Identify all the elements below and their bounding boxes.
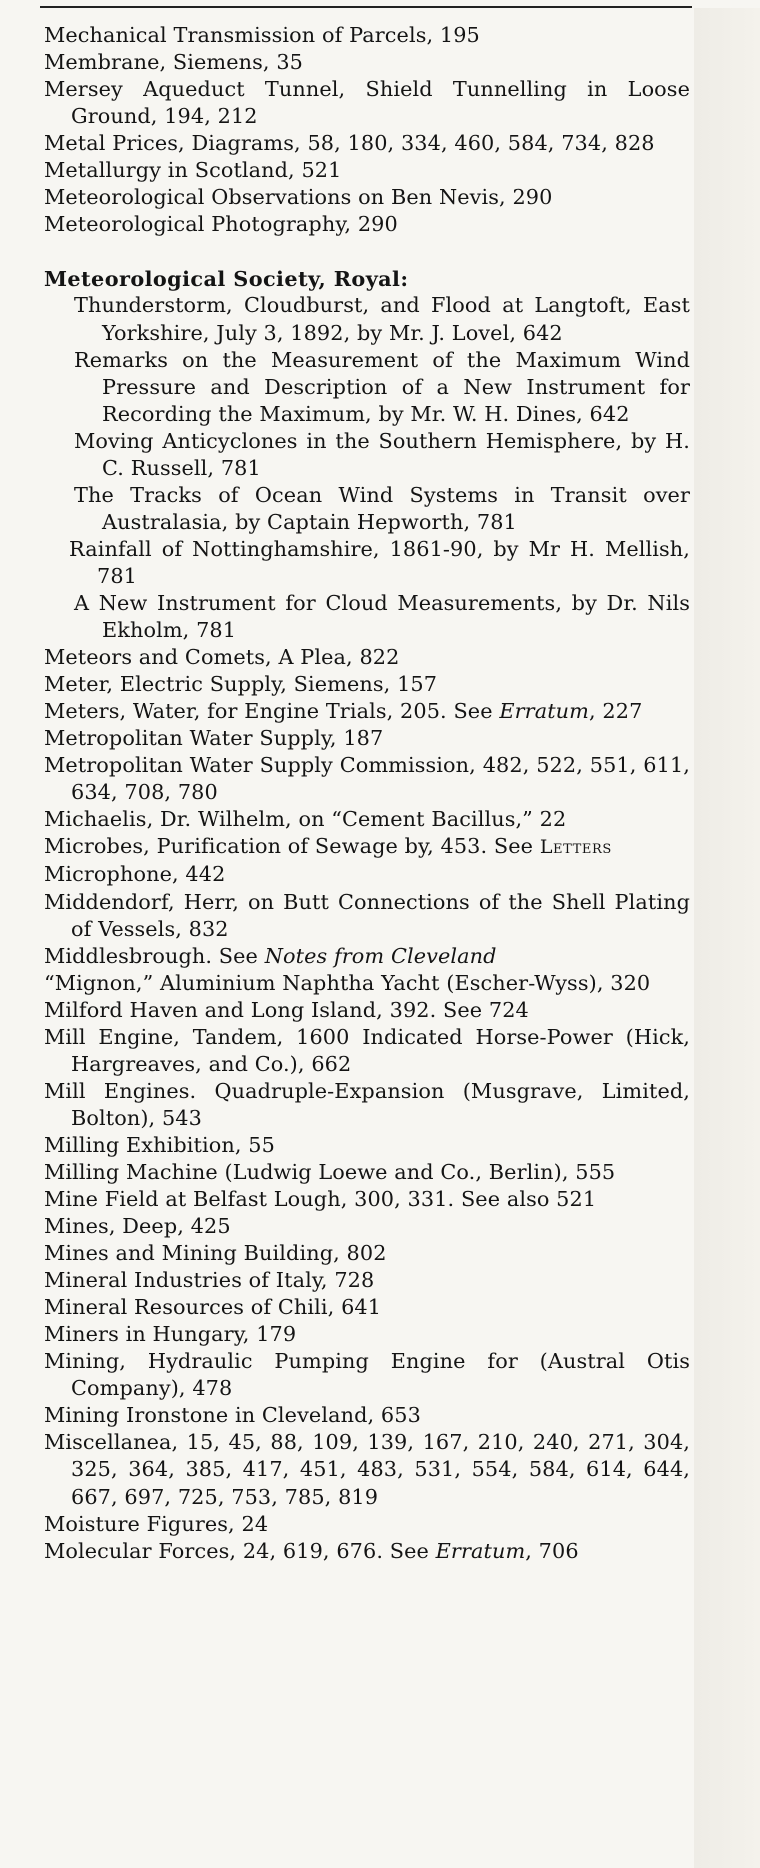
entry-text: Molecular Forces, 24, 619, 676. See (44, 1538, 436, 1563)
index-entry: Mine Field at Belfast Lough, 300, 331. See also 521 (44, 1187, 597, 1212)
index-entry: Mill Engine, Tandem, 1600 Indicated Horse-Power (Hick, Hargreaves, and Co.), 662 (44, 1024, 690, 1076)
society-sub-entry: Thunderstorm, Cloudburst, and Flood at Langtoft, East Yorkshire, July 3, 1892, by Mr. J. Lovel, 642 (74, 293, 690, 345)
cross-reference: Notes from Cleveland (264, 943, 497, 968)
top-rule (40, 6, 692, 8)
index-entry (44, 833, 690, 861)
index-entry: Metropolitan Water Supply, 187 (44, 726, 384, 751)
society-sub-entry: Moving Anticyclones in the Southern Hemisphere, by H. C. Russell, 781 (74, 428, 690, 480)
index-entry: Middendorf, Herr, on Butt Connections of the Shell Plating of Vessels, 832 (44, 889, 690, 941)
adjacent-column-bleed (694, 8, 760, 1868)
index-entry: Moisture Figures, 24 (44, 1511, 269, 1536)
section-gap (44, 238, 690, 265)
index-entry (44, 698, 690, 725)
index-entry: Milford Haven and Long Island, 392. See 724 (44, 997, 529, 1022)
index-entry: Mining, Hydraulic Pumping Engine for (Austral Otis Company), 478 (44, 1349, 690, 1401)
index-entry: Mersey Aqueduct Tunnel, Shield Tunnelling in Loose Ground, 194, 212 (44, 77, 690, 129)
index-entry: Mining Ironstone in Cleveland, 653 (44, 1403, 421, 1428)
entry-text: Microbes, Purification of Sewage by, 453. See (44, 834, 540, 859)
cross-reference: Erratum (499, 699, 589, 724)
index-entry: Mines and Mining Building, 802 (44, 1241, 387, 1266)
index-entry: Miners in Hungary, 179 (44, 1322, 297, 1347)
index-entry: Mechanical Transmission of Parcels, 195 (44, 23, 480, 47)
index-entry: Meteorological Observations on Ben Nevis, 290 (44, 185, 553, 210)
index-entry: Michaelis, Dr. Wilhelm, on “Cement Bacillus,” 22 (44, 807, 567, 832)
index-entry: Milling Exhibition, 55 (44, 1132, 275, 1157)
entry-text: Meters, Water, for Engine Trials, 205. See (44, 699, 500, 724)
index-entry: Metal Prices, Diagrams, 58, 180, 334, 460, 584, 734, 828 (44, 131, 655, 156)
society-sub-entry: Remarks on the Measurement of the Maximum Wind Pressure and Description of a New Instrument for Recording the Maximum, by Mr. W. H. Dines, 642 (74, 347, 690, 426)
entry-text: Middlesbrough. See (44, 943, 265, 968)
index-entry: Mill Engines. Quadruple-Expansion (Musgrave, Limited, Bolton), 543 (44, 1078, 690, 1130)
index-entry: Microphone, 442 (44, 862, 226, 887)
index-entry: “Mignon,” Aluminium Naphtha Yacht (Escher-Wyss), 320 (44, 970, 651, 995)
index-entry: Membrane, Siemens, 35 (44, 50, 303, 75)
cross-reference: Letters (539, 836, 612, 859)
section-heading: Meteorological Society, Royal: (44, 266, 409, 292)
cross-reference: Erratum (435, 1538, 526, 1563)
society-sub-entry: A New Instrument for Cloud Measurements, by Dr. Nils Ekholm, 781 (74, 590, 690, 643)
society-sub-entry: The Tracks of Ocean Wind Systems in Transit over Australasia, by Captain Hepworth, 781 (74, 482, 690, 534)
index-entry: Milling Machine (Ludwig Loewe and Co., Berlin), 555 (44, 1159, 616, 1184)
index-entry: Meteorological Photography, 290 (44, 212, 398, 237)
entry-page: , 706 (525, 1538, 579, 1563)
index-entry (44, 1538, 690, 1565)
index-column (44, 22, 690, 1565)
index-entry (44, 943, 690, 970)
index-entry: Mineral Industries of Italy, 728 (44, 1268, 375, 1293)
society-sub-entry: Rainfall of Nottinghamshire, 1861-90, by Mr H. Mellish, 781 (69, 536, 690, 588)
index-entry: Mines, Deep, 425 (44, 1214, 231, 1239)
index-entry: Meteors and Comets, A Plea, 822 (44, 645, 400, 670)
index-entry: Miscellanea, 15, 45, 88, 109, 139, 167, 210, 240, 271, 304, 325, 364, 385, 417, 451, 483, 531, 554, 584, 614, 644, 667, 697, 725, 753, 785, 819 (44, 1430, 690, 1509)
index-entry: Metallurgy in Scotland, 521 (44, 158, 342, 183)
index-entry: Meter, Electric Supply, Siemens, 157 (44, 672, 438, 697)
index-entry: Metropolitan Water Supply Commission, 482, 522, 551, 611, 634, 708, 780 (44, 753, 690, 805)
index-entry: Mineral Resources of Chili, 641 (44, 1295, 382, 1320)
entry-page: , 227 (588, 699, 643, 724)
